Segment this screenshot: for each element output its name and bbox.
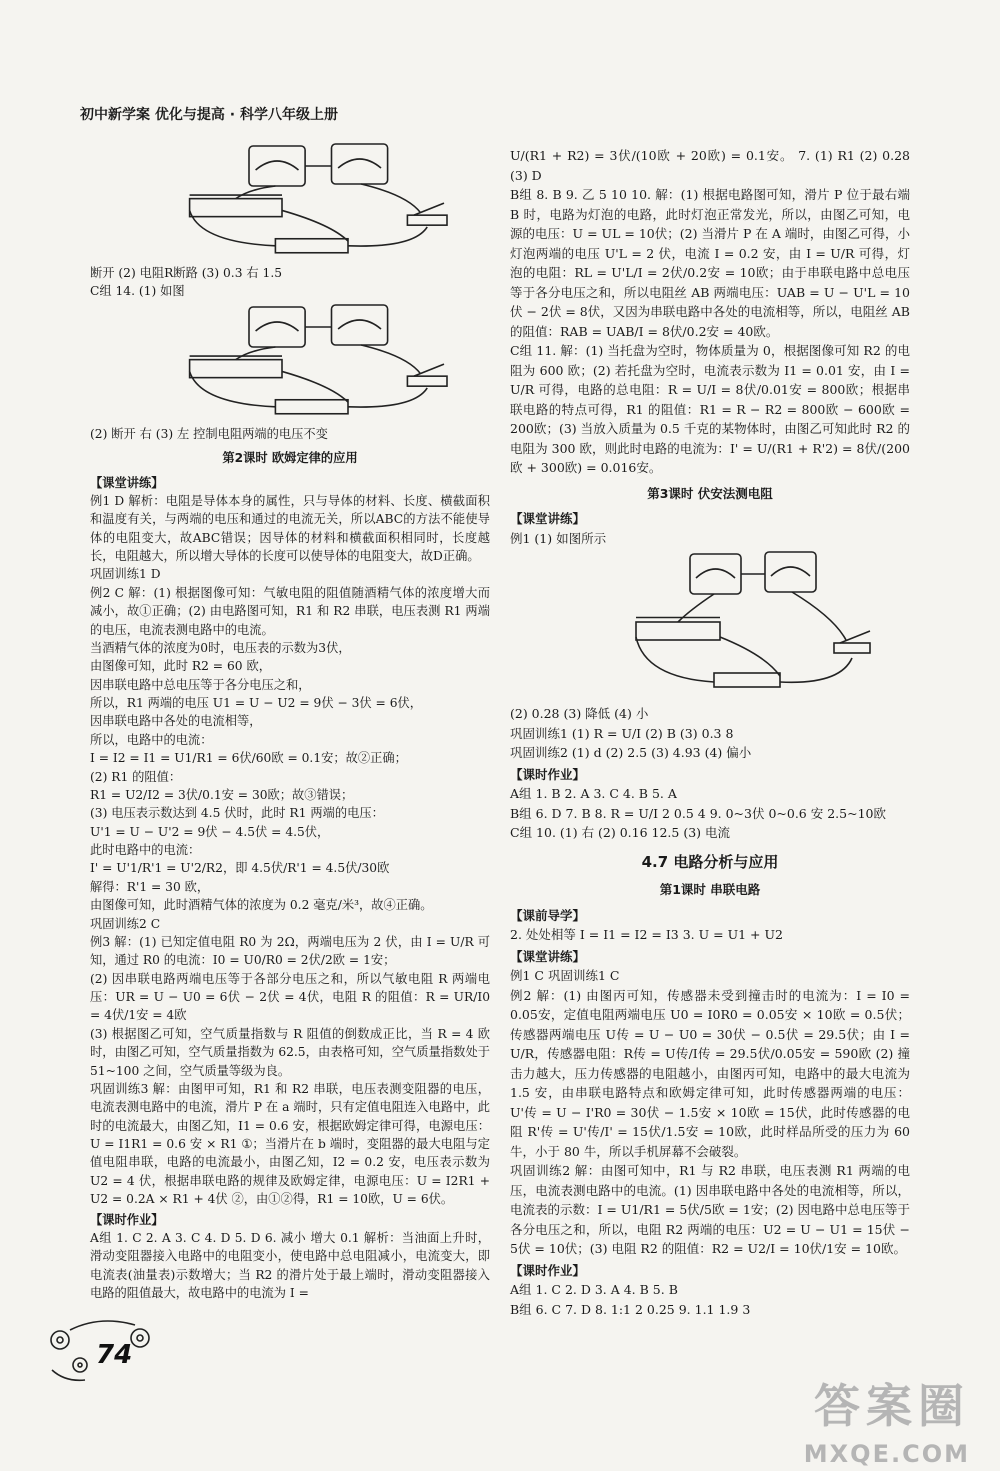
answer-paragraph: C组 11. 解：(1) 当托盘为空时，物体质量为 0，根据图像可知 R2 的电阻为 600 欧；(2) 若托盘为空时，电流表示数为 I1 = 0.01 安，由 I = U/R 可得，电路的总电阻：R = U/I = 8伏/0.01安 = 800欧；根据串联电路的特点可得，R1 的阻值：R1 = R − R2 = 800欧 − 600欧 = 200欧；(3) 当放入质量为 0.5 千克的某物体时，由图乙可知此时 R2 的电阻为 300 欧，则此时电路的电流为：I' = U/(R1 + R'2) = 8伏/(200欧 + 300欧) = 0.016安。 (510, 343, 910, 475)
answer-paragraph: 例2 C 解：(1) 根据图像可知：气敏电阻的阻值随酒精气体的浓度增大而减小，故①正确；(2) 由电路图可知，R1 和 R2 串联，电压表测 R1 两端的电压，电流表测电路中的电流。 (90, 585, 490, 637)
answer-paragraph: 例1 (1) 如图所示 (510, 530, 607, 546)
answer-paragraph: (2) 因串联电路两端电压等于各部分电压之和，所以气敏电阻 R 两端电压：UR = U − U0 = 6伏 − 2伏 = 4伏，电阻 R 的阻值：R = UR/I0 = 4伏/1安 = 4欧 (90, 971, 490, 1023)
answer-paragraph: C组 10. (1) 右 (2) 0.16 12.5 (3) 电流 (510, 825, 731, 840)
answer-paragraph: (2) R1 的阻值： (90, 769, 182, 784)
section-heading: 第3课时 伏安法测电阻 (647, 485, 773, 501)
answer-paragraph: (3) 电压表示数达到 4.5 伏时，此时 R1 两端的电压： (90, 806, 384, 821)
answer-paragraph: A组 1. C 2. D 3. A 4. B 5. B (510, 1282, 678, 1297)
watermark-main: 答案圈 (814, 1379, 970, 1433)
watermark-sub: MXQE.COM (803, 1440, 970, 1468)
answer-paragraph: (2) 断开 右 (3) 左 控制电阻两端的电压不变 (90, 426, 328, 441)
right-column (510, 146, 910, 1319)
answer-paragraph: I' = U'1/R'1 = U'2/R2，即 4.5伏/R'1 = 4.5伏/30欧 (90, 861, 390, 876)
answer-paragraph: B组 8. B 9. 乙 5 10 10. 解：(1) 根据电路图可知，滑片 P 位于最右端 B 时，电路为灯泡的电路，此时灯泡正常发光，所以，由图乙可知，电源的电压：U = UL = 10伏；(2) 当滑片 P 在 A 端时，由图乙可得，小灯泡两端的电压 U'L = 2 伏，电流 I = 0.2 安，由 I = U/R 可得，灯泡的电阻：RL = U'L/I = 2伏/0.2安 = 10欧；由于串联电路中总电压等于各分电压之和，所以电阻丝 AB 两端电压：UAB = U − U'L = 10伏 − 2伏 = 8伏，又因为串联电路中各处的电流相等，所以，电阻丝 AB 的阻值：RAB = UAB/I = 8伏/0.2安 = 40欧。 (510, 187, 910, 339)
answer-paragraph: 所以，电路中的电流： (90, 732, 213, 747)
answer-paragraph: 由图像可知，此时 R2 = 60 欧， (90, 659, 271, 674)
answer-paragraph: 解得：R'1 = 30 欧， (90, 879, 210, 894)
answer-paragraph: 断开 (2) 电阻R断路 (3) 0.3 右 1.5 (90, 266, 283, 280)
answer-paragraph: C组 14. (1) 如图 (90, 284, 185, 299)
page-number: 74 (96, 1340, 133, 1370)
section-label: 【课时作业】 (510, 766, 586, 782)
section-label: 【课堂讲练】 (510, 948, 586, 964)
answer-paragraph: B组 6. C 7. D 8. 1:1 2 0.25 9. 1.1 1.9 3 (510, 1301, 751, 1317)
answer-paragraph: 例1 C 巩固训练1 C (510, 968, 620, 983)
left-column (90, 140, 490, 1302)
answer-paragraph: 由图像可知，此时酒精气体的浓度为 0.2 毫克/米³，故④正确。 (90, 898, 433, 913)
answer-paragraph: 当酒精气体的浓度为0时，电压表的示数为3伏， (90, 640, 351, 655)
watermark (804, 1370, 970, 1468)
page-header: 初中新学案 优化与提高 · 科学八年级上册 (80, 107, 338, 123)
answer-paragraph: 巩固训练2 C (90, 916, 161, 931)
answer-paragraph: 巩固训练2 (1) d (2) 2.5 (3) 4.93 (4) 偏小 (510, 745, 752, 760)
section-label: 【课前导学】 (510, 907, 586, 923)
circuit-diagram-3 (600, 550, 900, 700)
section-label: 【课堂讲练】 (510, 511, 586, 526)
answer-paragraph: U'1 = U − U'2 = 9伏 − 4.5伏 = 4.5伏， (90, 824, 330, 839)
circuit-diagram-2 (150, 303, 480, 421)
answer-paragraph: (2) 0.28 (3) 降低 (4) 小 (510, 706, 649, 721)
answer-paragraph: 因串联电路中总电压等于各分电压之和， (90, 677, 311, 692)
answer-paragraph: R1 = U2/I2 = 3伏/0.1安 = 30欧；故③错误； (90, 787, 354, 802)
answer-paragraph: A组 1. B 2. A 3. C 4. B 5. A (510, 786, 677, 801)
answer-paragraph: 巩固训练1 D (90, 567, 161, 582)
answer-paragraph: B组 6. D 7. B 8. R = U/I 2 0.5 4 9. 0~3伏 0~0.6 安 2.5~10欧 (510, 805, 886, 821)
answer-paragraph: 巩固训练2 解：由图可知中，R1 与 R2 串联，电压表测 R1 两端的电压，电流表测电路中的电流。(1) 因串联电路中各处的电流相等，所以，电流表的示数：I = U1/R1 = 5伏/5欧 = 1安；(2) 因电路中总电压等于各分电压之和，所以，电阻 R2 两端的电压：U2 = U − U1 = 15伏 − 5伏 = 10伏；(3) 电阻 R2 的阻值：R2 = U2/I = 10伏/1安 = 10欧。 (510, 1163, 911, 1256)
answer-paragraph: 所以，R1 两端的电压 U1 = U − U2 = 9伏 − 3伏 = 6伏， (90, 696, 423, 710)
answer-paragraph: I = I2 = I1 = U1/R1 = 6伏/60欧 = 0.1安；故②正确； (90, 751, 407, 766)
answer-paragraph: 此时电路中的电流： (90, 843, 201, 857)
circuit-diagram-1 (150, 142, 480, 260)
section-label: 【课时作业】 (510, 1262, 586, 1278)
answer-paragraph: 例3 解：(1) 已知定值电阻 R0 为 2Ω，两端电压为 2 伏，由 I = U/R 可知，通过 R0 的电流：I0 = U0/R0 = 2伏/2欧 = 1安； (90, 934, 490, 968)
answer-paragraph: 因串联电路中各处的电流相等， (90, 714, 262, 729)
answer-paragraph: 例1 D 解析：电阻是导体本身的属性，只与导体的材料、长度、横截面积和温度有关，与两端的电压和通过的电流无关，所以ABC的方法不能使导体的电阻变大，故ABC错误；因导体的材料和横截面积相同时，长度越长，电阻越大，所以增大导体的长度可以使导体的电阻变大，故D正确。 (90, 493, 490, 563)
answer-paragraph: 巩固训练1 (1) R = U/I (2) B (3) 0.3 8 (510, 725, 734, 741)
answer-paragraph: 巩固训练3 解：由图甲可知，R1 和 R2 串联，电压表测变阻器的电压，电流表测电路中的电流，滑片 P 在 a 端时，只有定值电阻连入电路中，此时的电流最大，由图乙知，I1 = 0.6 安，根据欧姆定律可得，电源电压：U = I1R1 = 0.6 安 × R1 ①；当滑片在 b 端时，变阻器的最大电阻与定值电阻串联，电路的电流最小，由图乙知，I2 = 0.2 安，电压表示数为 U2 = 4 伏，根据串联电路的规律及欧姆定律，电源电压：U = I2R1 + U2 = 0.2A × R1 + 4伏 ②，由①②得，R1 = 10欧，U = 6伏。 (90, 1081, 490, 1207)
section-label: 【课堂讲练】 (90, 475, 164, 490)
section-heading: 第2课时 欧姆定律的应用 (222, 451, 358, 466)
section-heading: 第1课时 串联电路 (659, 882, 761, 897)
answer-paragraph: A组 1. C 2. A 3. C 4. D 5. D 6. 减小 增大 0.1 解析：当油面上升时，滑动变阻器接入电路中的电阻变小，使电路中总电阻减小，电流变大，即电流表(油量表)示数增大；当 R2 的滑片处于最上端时，滑动变阻器接入电路的阻值最大，故电路中的电流为 I = (90, 1230, 490, 1300)
answer-paragraph: U/(R1 + R2) = 3伏/(10欧 + 20欧) = 0.1安。 7. (1) R1 (2) 0.28 (3) D (510, 148, 910, 183)
chapter-heading: 4.7 电路分析与应用 (641, 852, 779, 871)
answer-paragraph: 例2 解：(1) 由图丙可知，传感器未受到撞击时的电流为：I = I0 = 0.05安，定值电阻两端电压 U0 = I0R0 = 0.05安 × 10欧 = 0.5伏；传感器两端电压 U传 = U − U0 = 30伏 − 0.5伏 = 29.5伏；由 I = U/R，传感器电阻：R传 = U传/I传 = 29.5伏/0.05安 = 590欧 (2) 撞击力越大，压力传感器的电阻越小，由图丙可知，电路中的最大电流为 1.5 安，由串联电路特点和欧姆定律可知，此时传感器两端的电压：U'传 = U − I'R0 = 30伏 − 1.5安 × 10欧 = 15伏，此时传感器的电阻 R'传 = U'传/I' = 15伏/1.5安 = 10欧，此时样品所受的压力为 60 牛，小于 80 牛，所以手机屏幕不会破裂。 (510, 987, 910, 1159)
answer-paragraph: 2. 处处相等 I = I1 = I2 = I3 3. U = U1 + U2 (510, 927, 783, 942)
section-label: 【课时作业】 (90, 1212, 164, 1227)
answer-paragraph: (3) 根据图乙可知，空气质量指数与 R 阻值的倒数成正比，当 R = 4 欧时，由图乙可知，空气质量指数为 62.5，由表格可知，空气质量指数处于 51~100 之间，空气质量等级为良。 (90, 1026, 490, 1078)
